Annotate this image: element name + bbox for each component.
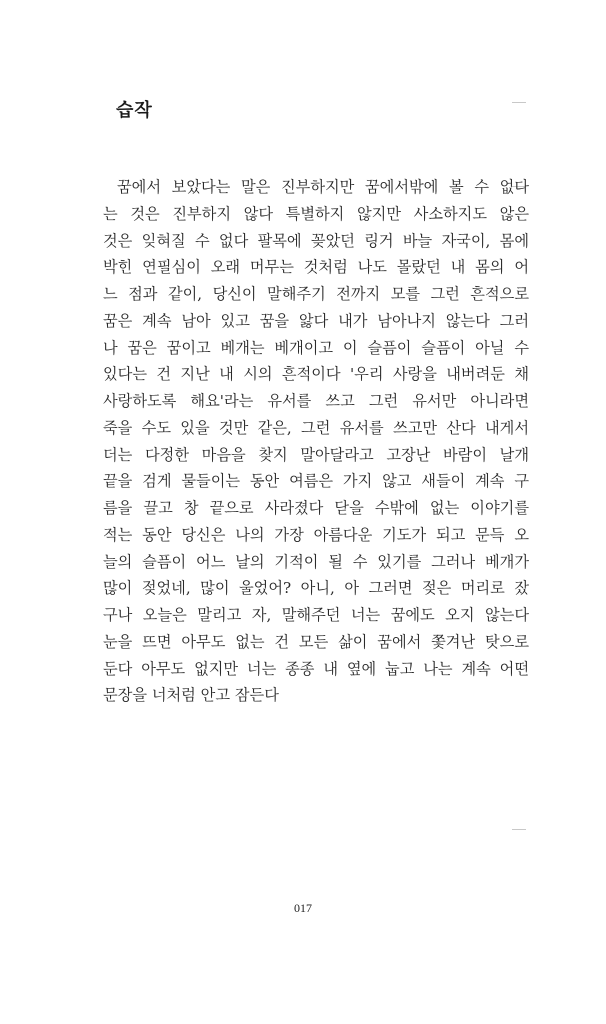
text-line: 사랑하도록 해요'라는 유서를 쓰고 그런 유서만 아니라면 [103, 392, 529, 410]
page-title: 습작 [116, 100, 153, 121]
text-line: 눈을 뜨면 아무도 없는 건 모든 삶이 꿈에서 쫓겨난 탓으로 [103, 632, 529, 651]
text-line: 박힌 연필심이 오래 머무는 것처럼 나도 몰랐던 내 몸의 어 [103, 258, 529, 277]
text-line: 끝을 검게 물들이는 동안 여름은 가지 않고 새들이 계속 구 [103, 472, 529, 491]
margin-mark-lower [512, 829, 526, 830]
text-line: 있다는 건 지난 내 시의 흔적이다 '우리 사랑을 내버려둔 채 [103, 365, 529, 384]
text-line: 문장을 너처럼 안고 잠든다 [103, 686, 279, 705]
text-line: 꿈은 계속 남아 있고 꿈을 앓다 내가 남아나지 않는다 그러 [103, 311, 529, 330]
text-line: 나 꿈은 꿈이고 베개는 베개이고 이 슬픔이 슬픔이 아닐 수 [103, 338, 529, 357]
text-line: 더는 다정한 마음을 찾지 말아달라고 고장난 바람이 날개 [103, 445, 529, 464]
text-line: 꿈에서 보았다는 말은 진부하지만 꿈에서밖에 볼 수 없다 [117, 178, 529, 196]
margin-mark-top [512, 102, 526, 103]
poem-body [103, 174, 529, 709]
text-line: 느 점과 같이, 당신이 말해주기 전까지 모를 그런 흔적으로 [103, 285, 529, 303]
text-line: 것은 잊혀질 수 없다 팔목에 꽂았던 링거 바늘 자국이, 몸에 [103, 231, 529, 250]
page-number: 017 [294, 901, 312, 915]
text-line: 적는 동안 당신은 나의 가장 아름다운 기도가 되고 문득 오 [103, 525, 529, 544]
text-line: 구나 오늘은 말리고 자, 말해주던 너는 꿈에도 오지 않는다 [103, 606, 529, 624]
text-line: 는 것은 진부하지 않다 특별하지 않지만 사소하지도 않은 [103, 204, 529, 223]
text-line: 름을 끌고 창 끝으로 사라졌다 닫을 수밖에 없는 이야기를 [103, 499, 529, 517]
text-line: 많이 젖었네, 많이 울었어? 아니, 아 그러면 젖은 머리로 잤 [103, 579, 529, 598]
text-line: 둔다 아무도 없지만 너는 종종 내 옆에 눕고 나는 계속 어떤 [103, 659, 529, 678]
text-line: 늘의 슬픔이 어느 날의 기적이 될 수 있기를 그러나 베개가 [103, 552, 529, 571]
text-line: 죽을 수도 있을 것만 같은, 그런 유서를 쓰고만 산다 내게서 [103, 418, 529, 437]
